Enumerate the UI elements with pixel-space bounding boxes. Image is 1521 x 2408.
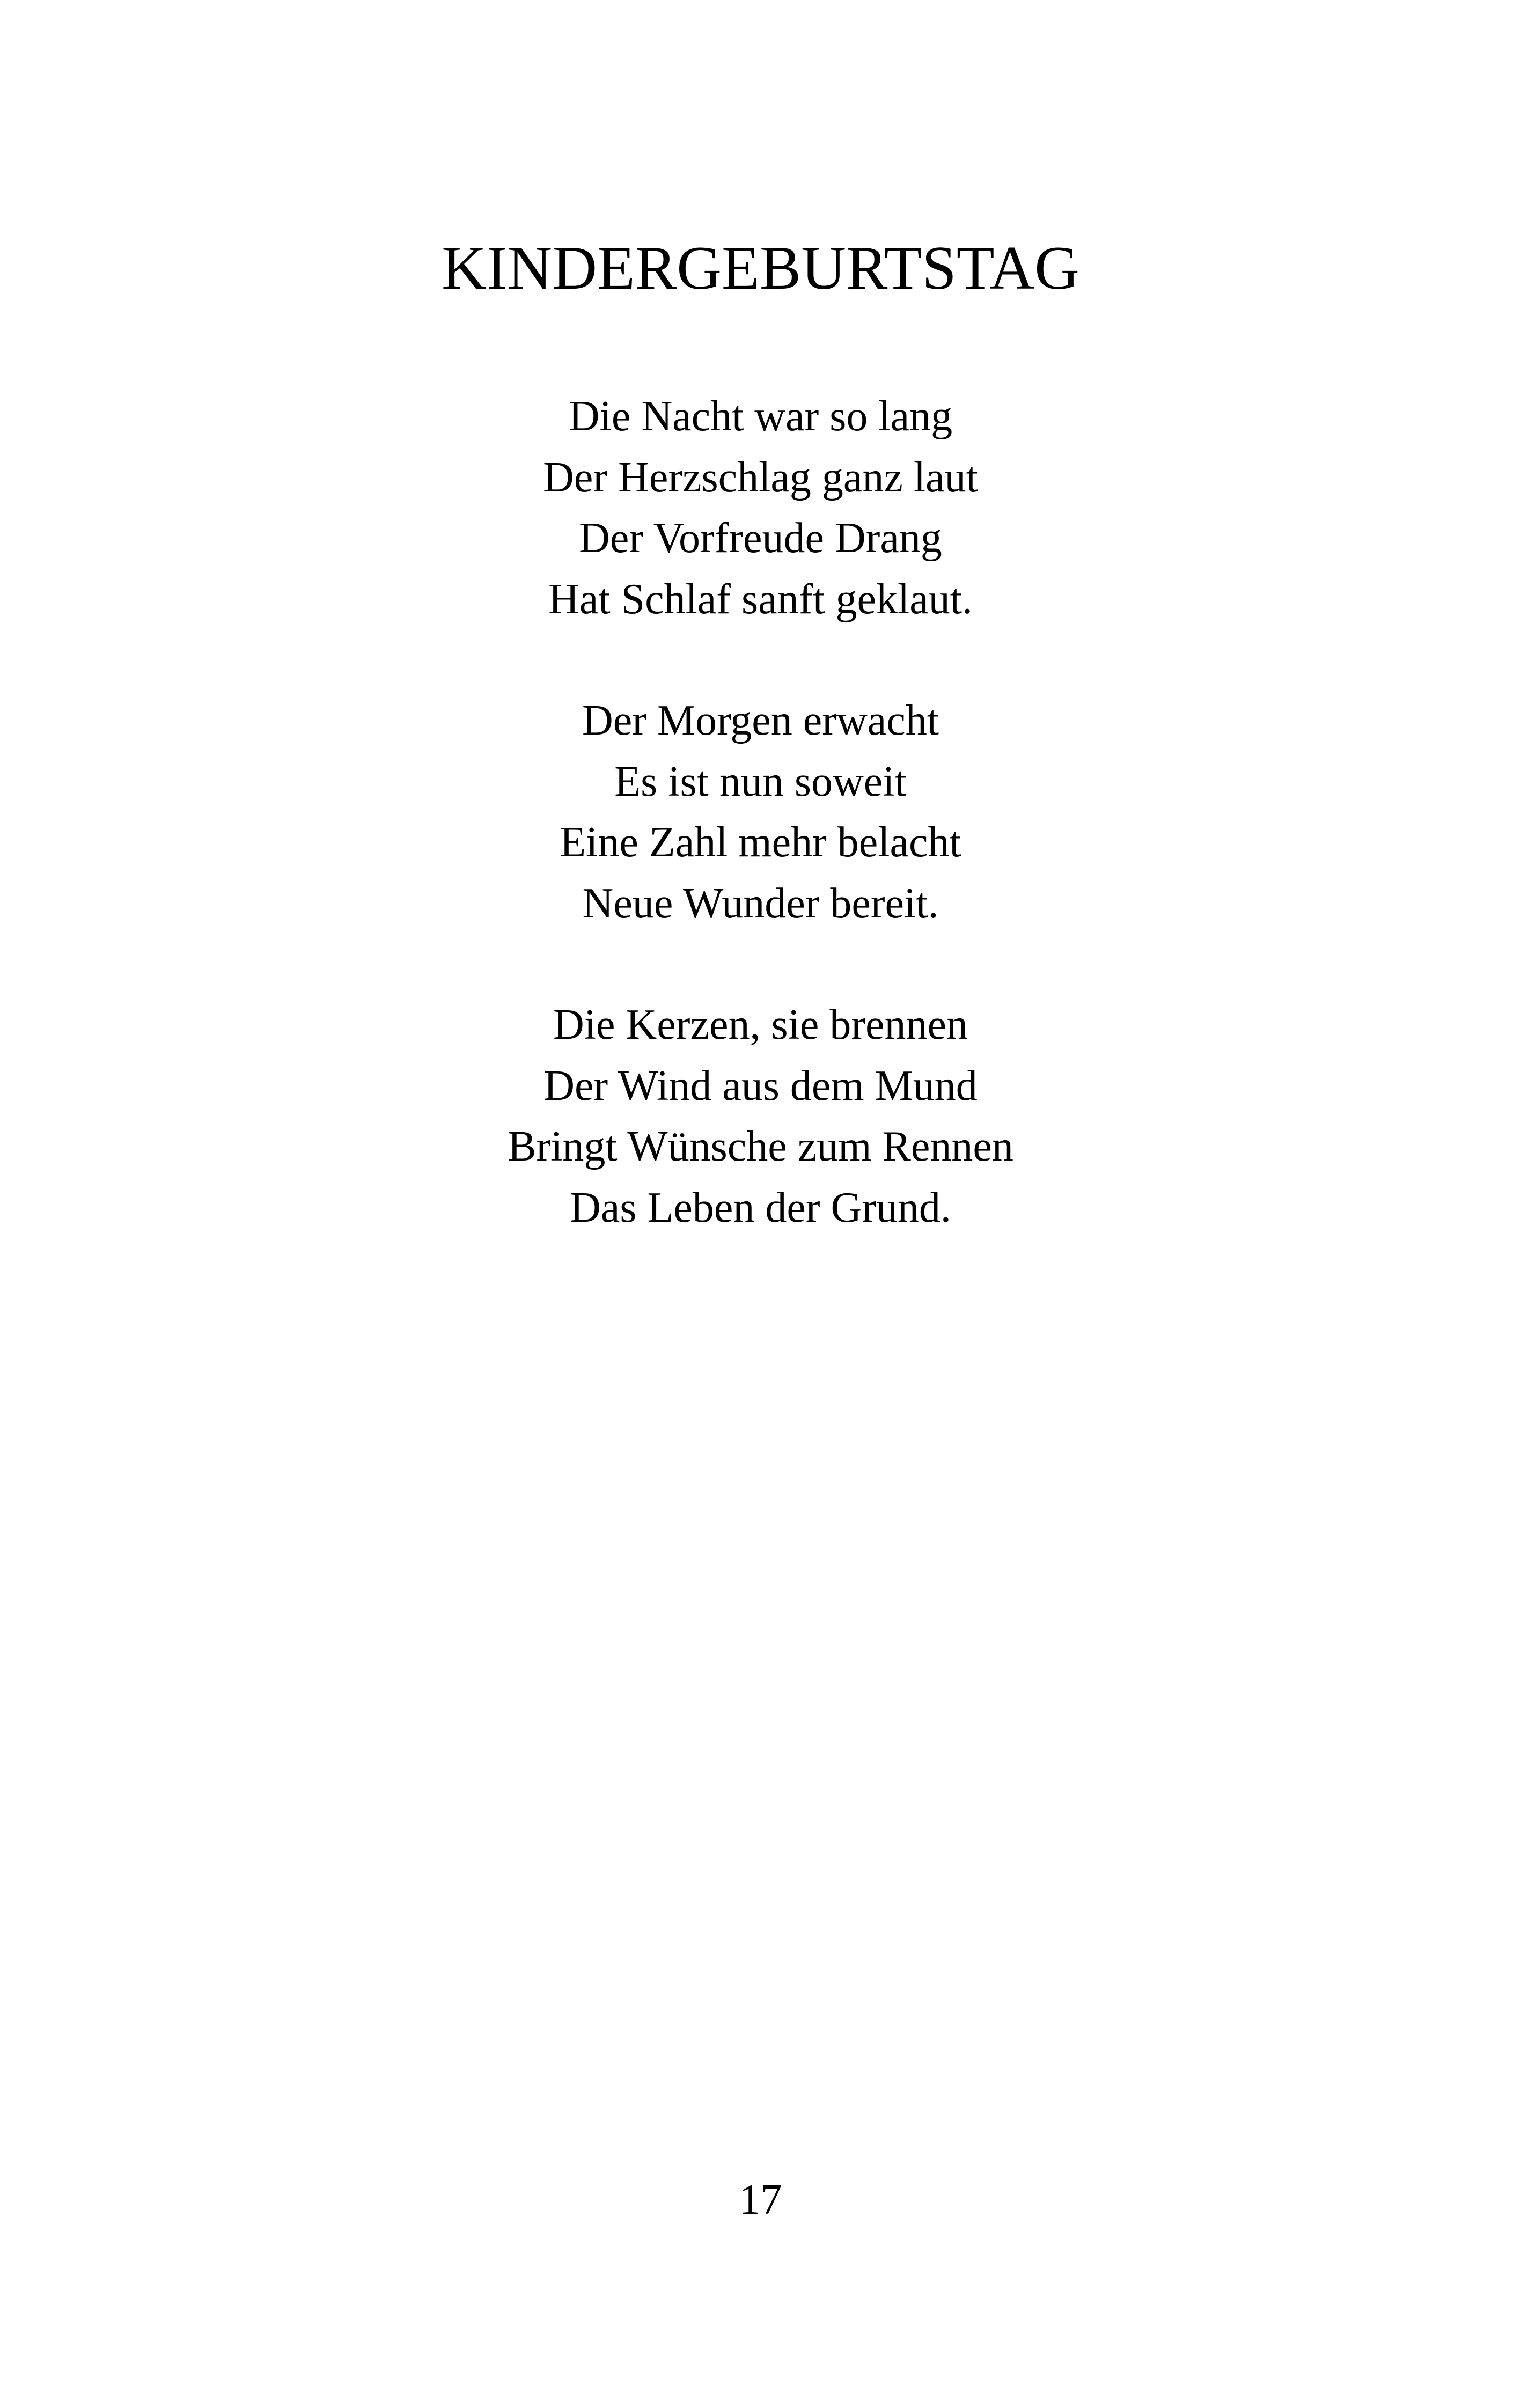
poem-title: KINDERGEBURTSTAG [442,234,1079,303]
poem-line: Hat Schlaf sanft geklaut. [548,575,973,623]
poem-line: Neue Wunder bereit. [582,879,939,927]
page-number: 17 [739,2176,782,2223]
poem-line: Das Leben der Grund. [570,1184,951,1231]
stanza-2 [0,691,1521,934]
poem-line: Die Nacht war so lang [568,393,953,440]
poem-line: Der Herzschlag ganz laut [543,453,978,501]
stanza-1 [0,386,1521,630]
poem-body [0,386,1521,1299]
poem-line: Der Morgen erwacht [582,697,939,744]
poem-line: Die Kerzen, sie brennen [553,1001,968,1048]
poem-line: Es ist nun soweit [614,758,907,805]
poem-line: Eine Zahl mehr belacht [560,819,961,866]
poem-line: Der Vorfreude Drang [579,515,942,562]
poem-line: Bringt Wünsche zum Rennen [508,1123,1013,1170]
poem-line: Der Wind aus dem Mund [543,1062,978,1110]
stanza-3 [0,995,1521,1238]
